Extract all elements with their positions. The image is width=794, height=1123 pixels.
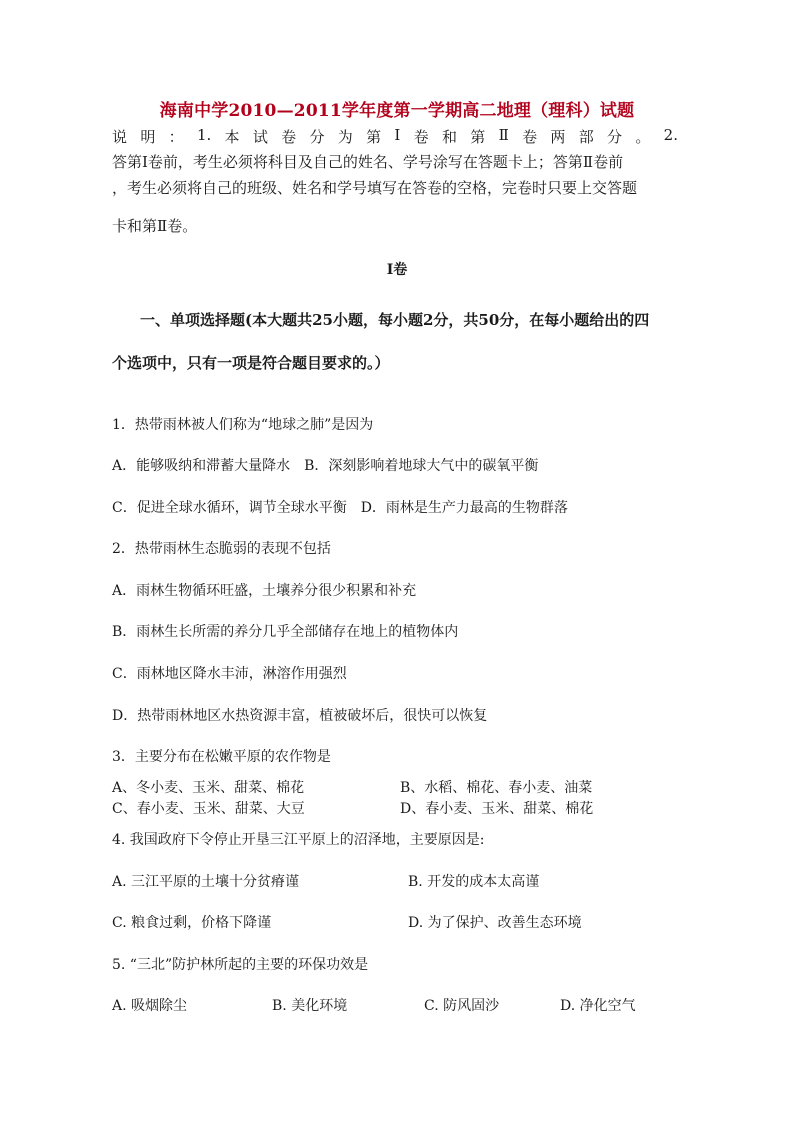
instr-char: Ⅱ bbox=[498, 126, 509, 144]
instr-char: 分 bbox=[309, 128, 325, 146]
instructions-line-2: 答第Ⅰ卷前，考生必须将科目及自己的姓名、学号涂写在答题卡上；答第Ⅱ卷前 bbox=[112, 153, 624, 171]
instr-char: 明 bbox=[140, 128, 156, 146]
instr-char: 本 bbox=[224, 128, 240, 146]
section-heading: Ⅰ卷 bbox=[386, 262, 408, 278]
instr-char: 第 bbox=[470, 128, 486, 146]
question-1-option-line: A．能够吸纳和滞蓄大量降水 B．深刻影响着地球大气中的碳氧平衡 bbox=[112, 458, 539, 474]
instructions-line-4: 卡和第Ⅱ卷。 bbox=[112, 217, 198, 235]
instr-char: 部 bbox=[578, 128, 594, 146]
instr-char: 试 bbox=[252, 128, 268, 146]
instructions-line-3: ，考生必须将自己的班级、姓名和学号填写在答卷的空格，完卷时只要上交答题 bbox=[112, 179, 638, 197]
instr-char: 和 bbox=[441, 128, 457, 146]
question-2-stem: 2．热带雨林生态脆弱的表现不包括 bbox=[112, 541, 331, 557]
instr-char: 说 bbox=[112, 128, 128, 146]
question-1-stem: 1．热带雨林被人们称为“地球之肺”是因为 bbox=[112, 417, 374, 433]
instr-char: ： bbox=[168, 128, 184, 146]
question-3-option-b: B、水稻、棉花、春小麦、油菜 bbox=[400, 780, 593, 796]
question-2-option-d: D．热带雨林地区水热资源丰富，植被破坏后，很快可以恢复 bbox=[112, 708, 488, 724]
question-5-option-a: A. 吸烟除尘 bbox=[112, 998, 188, 1014]
instr-char: 2. bbox=[663, 126, 678, 144]
question-1-option-line: C．促进全球水循环，调节全球水平衡 D．雨林是生产力最高的生物群落 bbox=[112, 500, 568, 516]
question-4-option-b: B. 开发的成本太高谨 bbox=[408, 874, 540, 890]
question-2-option-b: B．雨林生长所需的养分几乎全部储存在地上的植物体内 bbox=[112, 624, 459, 640]
question-4-option-c: C. 粮食过剩，价格下降谨 bbox=[112, 915, 272, 931]
part-heading-line-2: 个选项中，只有一项是符合题目要求的。） bbox=[112, 354, 390, 372]
question-4-stem: 4. 我国政府下令停止开垦三江平原上的沼泽地，主要原因是: bbox=[112, 832, 485, 848]
instr-char: 卷 bbox=[413, 128, 429, 146]
question-5-option-d: D. 净化空气 bbox=[560, 998, 636, 1014]
question-4-option-a: A. 三江平原的土壤十分贫瘠谨 bbox=[112, 874, 300, 890]
question-3-option-d: D、春小麦、玉米、甜菜、棉花 bbox=[400, 801, 594, 817]
instr-char: 分 bbox=[607, 128, 623, 146]
question-5-option-b: B. 美化环境 bbox=[272, 998, 348, 1014]
instr-char: 两 bbox=[550, 128, 566, 146]
part-heading-line-1: 一、单项选择题(本大题共25小题，每小题2分，共50分，在每小题给出的四 bbox=[140, 311, 650, 329]
instr-char: 1. bbox=[196, 126, 212, 144]
question-3-option-a: A、冬小麦、玉米、甜菜、棉花 bbox=[112, 780, 305, 796]
question-2-option-a: A．雨林生物循环旺盛，土壤养分很少积累和补充 bbox=[112, 583, 417, 599]
instr-char: 卷 bbox=[281, 128, 297, 146]
question-3-option-c: C、春小麦、玉米、甜菜、大豆 bbox=[112, 801, 305, 817]
instructions-line-1 bbox=[112, 126, 678, 147]
instr-char: 第 bbox=[366, 128, 382, 146]
question-4-option-d: D. 为了保护、改善生态环境 bbox=[408, 915, 582, 931]
instr-char: Ⅰ bbox=[394, 126, 401, 144]
instr-char: 。 bbox=[635, 128, 651, 146]
question-2-option-c: C．雨林地区降水丰沛，淋溶作用强烈 bbox=[112, 666, 347, 682]
instr-char: 为 bbox=[337, 128, 353, 146]
question-5-option-c: C. 防风固沙 bbox=[424, 998, 500, 1014]
exam-title: 海南中学2010—2011学年度第一学期高二地理（理科）试题 bbox=[159, 101, 635, 121]
instr-char: 卷 bbox=[522, 128, 538, 146]
question-3-stem: 3．主要分布在松嫩平原的农作物是 bbox=[112, 749, 331, 765]
question-5-stem: 5. “三北”防护林所起的主要的环保功效是 bbox=[112, 957, 369, 973]
